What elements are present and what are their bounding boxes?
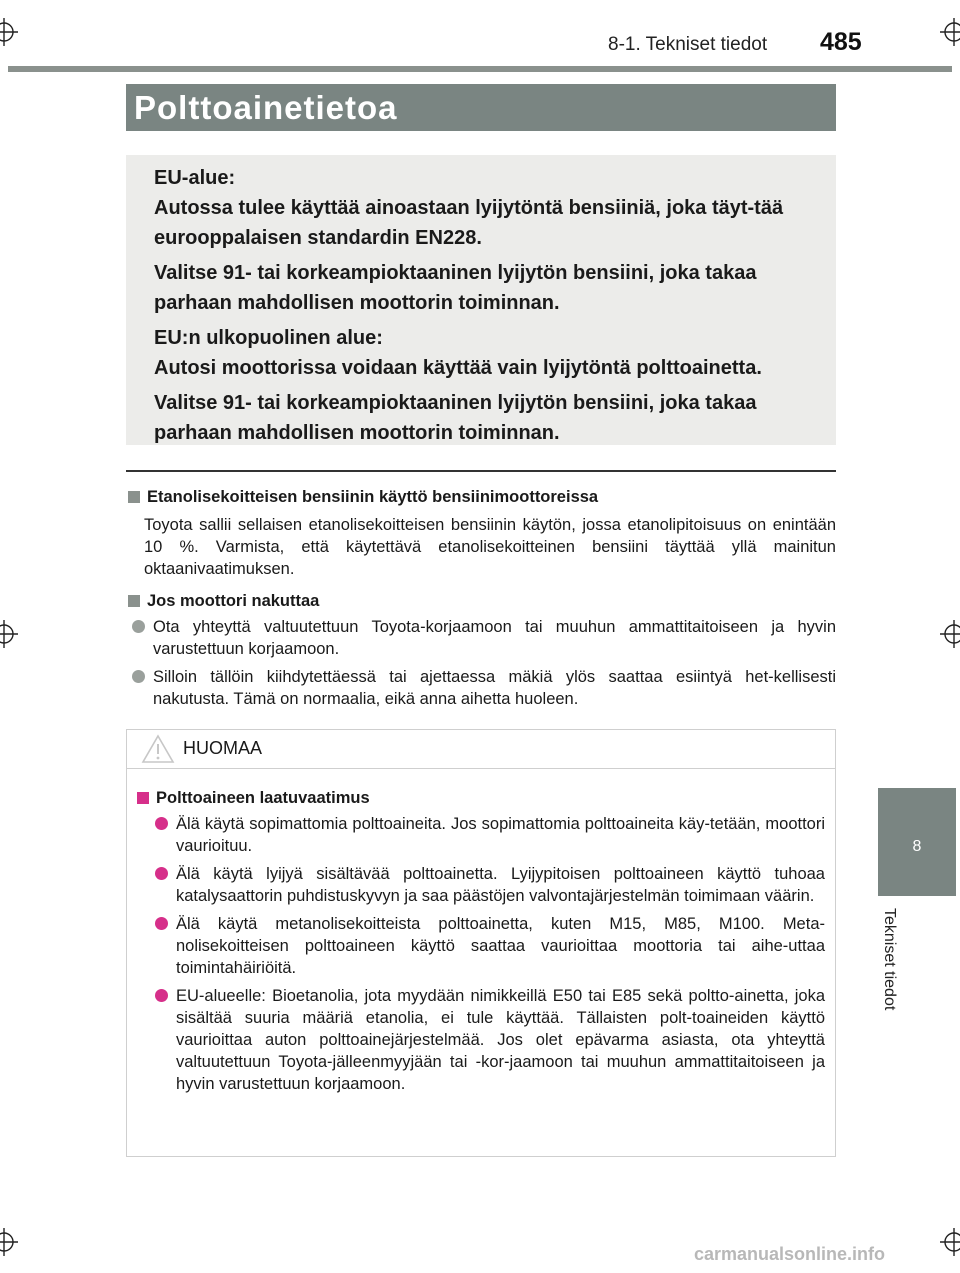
header-divider bbox=[8, 66, 952, 72]
info-paragraph: Valitse 91- tai korkeampioktaaninen lyijytön bensiini, joka takaa parhaan mahdollisen moottorin toiminnan. bbox=[154, 392, 757, 444]
page-title: Polttoainetietoa bbox=[126, 84, 836, 131]
info-paragraph: Autossa tulee käyttää ainoastaan lyijytöntä bensiiniä, joka täyt-tää eurooppalaisen standardin EN228. bbox=[154, 197, 784, 249]
chapter-label: Tekniset tiedot bbox=[881, 908, 898, 1011]
registration-mark-icon bbox=[0, 1228, 18, 1256]
registration-mark-icon bbox=[940, 620, 960, 648]
knock-heading: Jos moottori nakuttaa bbox=[147, 592, 320, 610]
square-bullet-icon bbox=[128, 491, 140, 503]
info-paragraph: EU:n ulkopuolinen alue: bbox=[154, 327, 383, 349]
list-item bbox=[155, 863, 825, 907]
notice-heading: Polttoaineen laatuvaatimus bbox=[156, 789, 370, 807]
round-bullet-icon bbox=[155, 817, 168, 830]
warning-triangle-icon bbox=[141, 734, 175, 769]
section-divider bbox=[126, 470, 836, 472]
list-item bbox=[132, 616, 836, 660]
list-item-text: Ota yhteyttä valtuutettuun Toyota-korjaamoon tai muuhun ammattitaitoiseen ja hyvin varustettuun korjaamoon. bbox=[153, 618, 836, 658]
list-item-text: Älä käytä lyijyä sisältävää polttoainetta. Lyijypitoisen polttoaineen käyttö tuhoaa katalysaattorin puhdistuskyvyn ja saa päästöjen valvontajärjestelmän toimimaan väärin. bbox=[176, 865, 825, 905]
list-item bbox=[155, 985, 825, 1095]
ethanol-paragraph: Toyota sallii sellaisen etanolisekoitteisen bensiinin käytön, jossa etanolipitoisuus on enintään 10 %. Varmista, että käytettävä etanolisekoitteinen bensiini täyttää yllä mainitun oktaanivaatimuksen. bbox=[144, 516, 836, 578]
registration-mark-icon bbox=[0, 620, 18, 648]
list-item-text: EU-alueelle: Bioetanolia, jota myydään nimikkeillä E50 tai E85 sekä poltto-ainetta, joka sisältää suuria määriä etanolia, ei tule käyttää. Tällaisten polt-toaineiden käyttö vaurioittaa auton polttoainejärjestelmää. Jos olet epävarma asiasta, ota yhteyttä valtuutettuun Toyota-jälleenmyyjään tai -kor-jaamoon tai muuhun ammattitaitoiseen ja hyvin varustettuun korjaamoon. bbox=[176, 987, 825, 1093]
chapter-tab bbox=[878, 788, 956, 896]
info-paragraph: EU-alue: bbox=[154, 167, 236, 189]
square-bullet-icon bbox=[128, 595, 140, 607]
chapter-number: 8 bbox=[912, 838, 922, 855]
section-heading bbox=[126, 486, 836, 508]
notice-body bbox=[127, 769, 835, 1095]
list-item bbox=[155, 813, 825, 857]
fuel-info-box bbox=[126, 155, 836, 445]
registration-mark-icon bbox=[940, 18, 960, 46]
notice-header bbox=[127, 730, 835, 769]
round-bullet-icon bbox=[132, 620, 145, 633]
section-header: 8-1. Tekniset tiedot bbox=[608, 34, 768, 55]
main-content bbox=[126, 484, 836, 716]
section-heading bbox=[126, 590, 836, 612]
list-item bbox=[132, 666, 836, 710]
list-item-text: Älä käytä sopimattomia polttoaineita. Jos sopimattomia polttoaineita käy-tetään, moottori vaurioituu. bbox=[176, 815, 825, 855]
round-bullet-icon bbox=[132, 670, 145, 683]
registration-mark-icon bbox=[0, 18, 18, 46]
round-bullet-icon bbox=[155, 989, 168, 1002]
square-bullet-icon bbox=[137, 792, 149, 804]
notice-box bbox=[126, 729, 836, 1157]
info-paragraph: Autosi moottorissa voidaan käyttää vain lyijytöntä polttoainetta. bbox=[154, 357, 762, 379]
registration-mark-icon bbox=[940, 1228, 960, 1256]
round-bullet-icon bbox=[155, 867, 168, 880]
round-bullet-icon bbox=[155, 917, 168, 930]
list-item bbox=[155, 913, 825, 979]
section-heading bbox=[135, 787, 825, 809]
watermark: carmanualsonline.info bbox=[694, 1244, 886, 1264]
info-paragraph: Valitse 91- tai korkeampioktaaninen lyijytön bensiini, joka takaa parhaan mahdollisen moottorin toiminnan. bbox=[154, 262, 757, 314]
list-item-text: Älä käytä metanolisekoitteista polttoainetta, kuten M15, M85, M100. Meta-nolisekoitteisen polttoaineen käyttö saattaa vaurioittaa moottoria tai aihe-uttaa toimintahäiriöitä. bbox=[176, 915, 825, 977]
notice-title: HUOMAA bbox=[183, 738, 263, 758]
list-item-text: Silloin tällöin kiihdytettäessä tai ajettaessa mäkiä ylös saattaa esiintyä het-kellisesti nakutusta. Tämä on normaalia, eikä anna aihetta huoleen. bbox=[153, 668, 836, 708]
page-number: 485 bbox=[820, 28, 862, 56]
ethanol-heading: Etanolisekoitteisen bensiinin käyttö bensiinimoottoreissa bbox=[147, 488, 599, 506]
